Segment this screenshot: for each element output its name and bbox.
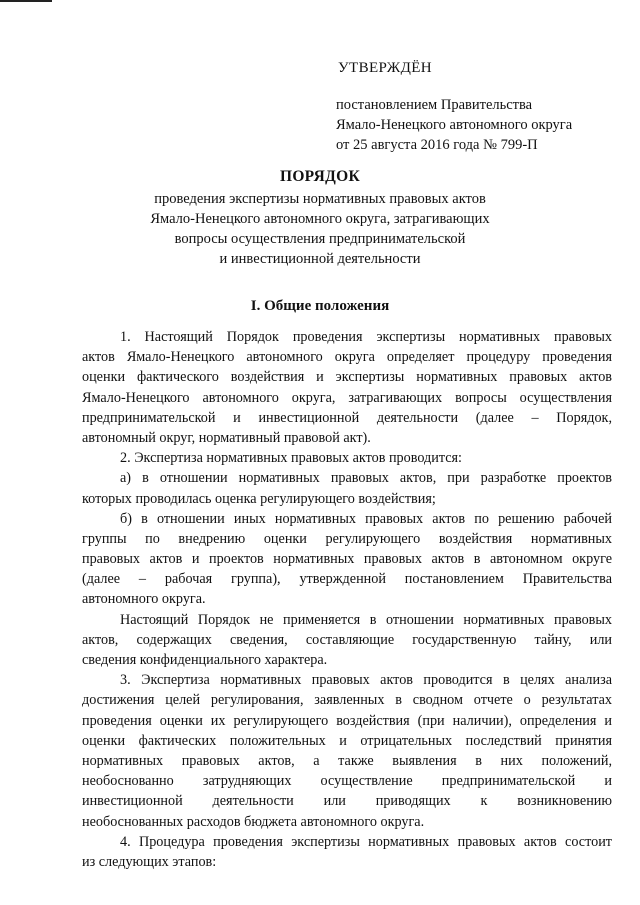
body-line: б) в отношении иных нормативных правовых актов по решению рабочей — [120, 510, 612, 527]
approval-line: от 25 августа 2016 года № 799-П — [336, 137, 538, 153]
body-line: правовых актов и проектов нормативных правовых актов в автономном округе — [82, 551, 612, 568]
body-line: актов, содержащих сведения, составляющие государственную тайну, или — [82, 631, 612, 648]
body-line: группы по внедрению оценки регулирующего воздействия нормативных — [82, 530, 612, 547]
approval-line: постановлением Правительства — [336, 97, 533, 113]
body-line: необоснованных расходов бюджета автономного округа. — [82, 813, 425, 830]
document-body — [82, 327, 612, 872]
body-line: оценки фактического воздействия и экспертизы нормативных правовых актов — [82, 369, 612, 386]
body-line: а) в отношении нормативных правовых актов, при разработке проектов — [120, 470, 612, 487]
body-line: необоснованно затрудняющих осуществление предпринимательской и — [82, 773, 612, 790]
section-title: I. Общие положения — [250, 298, 390, 314]
body-line: Ямало-Ненецкого автономного округа, затрагивающих вопросы осуществления — [82, 389, 612, 406]
body-line: проведения оценки их регулирующего воздействия (при наличии), определения и — [82, 712, 612, 729]
body-line: которых проводилась оценка регулирующего воздействия; — [82, 490, 436, 507]
document-subtitle-line: и инвестиционной деятельности — [219, 251, 421, 267]
approval-title: УТВЕРЖДЁН — [338, 60, 433, 76]
body-line: автономного округа. — [82, 591, 206, 608]
body-line: инвестиционной деятельности или приводящих к возникновению — [82, 793, 612, 810]
body-line: (далее – рабочая группа), утвержденной постановлением Правительства — [82, 571, 612, 588]
scan-edge-line — [0, 0, 52, 2]
body-line: оценки фактических положительных и отрицательных последствий принятия — [82, 732, 612, 749]
approval-line: Ямало-Ненецкого автономного округа — [336, 117, 573, 133]
body-line: сведения конфиденциального характера. — [82, 652, 328, 668]
body-line: 4. Процедура проведения экспертизы нормативных правовых актов состоит — [120, 833, 612, 850]
body-line: Настоящий Порядок не применяется в отношении нормативных правовых — [120, 611, 612, 628]
document-heading — [0, 168, 640, 269]
document-subtitle-line: Ямало-Ненецкого автономного округа, затрагивающих — [150, 211, 490, 227]
document-title: ПОРЯДОК — [279, 168, 361, 185]
document-subtitle-line: вопросы осуществления предпринимательской — [174, 231, 466, 247]
body-line: достижения целей регулирования, заявленных в сводном отчете о результатах — [82, 692, 612, 709]
document-subtitle-line: проведения экспертизы нормативных правовых актов — [154, 191, 486, 207]
body-line: предпринимательской и инвестиционной деятельности (далее – Порядок, — [82, 409, 612, 426]
approval-block — [336, 60, 616, 155]
body-line: из следующих этапов: — [82, 853, 217, 870]
body-line: 3. Экспертиза нормативных правовых актов проводится в целях анализа — [120, 672, 612, 689]
body-line: 2. Экспертиза нормативных правовых актов проводится: — [120, 450, 462, 467]
body-line: нормативных правовых актов, а также выявления в них положений, — [82, 752, 612, 769]
body-line: автономный округ, нормативный правовой акт). — [82, 429, 371, 446]
body-line: актов Ямало-Ненецкого автономного округа определяет процедуру проведения — [82, 349, 612, 366]
body-line: 1. Настоящий Порядок проведения экспертизы нормативных правовых — [120, 329, 612, 345]
